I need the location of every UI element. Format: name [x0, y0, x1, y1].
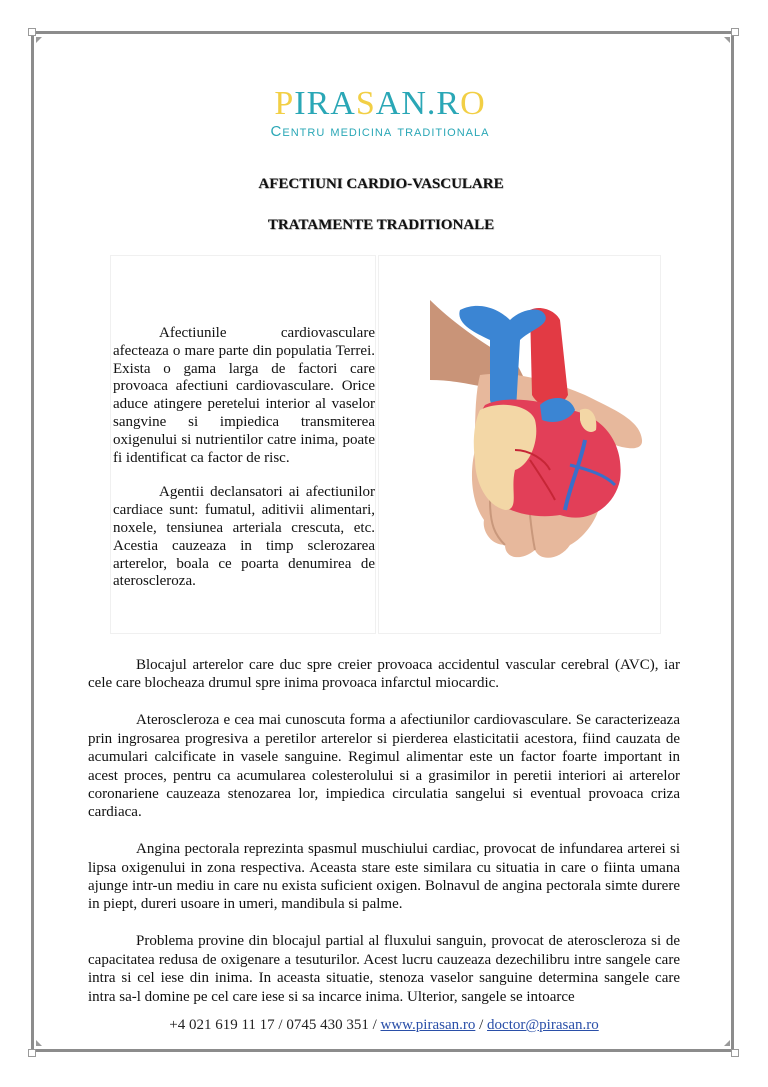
- intro-paragraph: Agentii declansatori ai afectiunilor cardiace sunt: fumatul, aditivii alimentari, noxele, tensiunea arteriala crescuta, etc. Acestia cauzeaza in timp sclerozarea arterelor, boala ce poarta denumirea de ateroscleroza.: [113, 484, 375, 590]
- logo-letter: AN.R: [375, 85, 461, 122]
- border-ornament-bottom-left: [36, 1040, 42, 1046]
- border-corner-bottom-right: [731, 1049, 739, 1057]
- body-paragraph: Ateroscleroza e cea mai cunoscuta forma a afectiunilor cardiovasculare. Se caracterizeaza prin ingrosarea progresiva a peretilor arterelor si pierderea elasticitatii acestora, fiind cauzata de acumulari calcificate in vasele sanguine. Regimul alimentar este un factor foarte important in acest proces, pentru ca acumularea colesterolului si a grasimilor in peretii interiori ai arterelor coronariene cauzeaza stenozarea lor, impiedica circulatia sangelui si eventual provoaca criza cardiaca.: [88, 712, 680, 821]
- logo-letter: P: [274, 85, 295, 122]
- footer-separator: /: [368, 1017, 381, 1033]
- heart-model-image: [420, 300, 650, 600]
- logo-letter: S: [355, 85, 376, 122]
- body-paragraph: Angina pectorala reprezinta spasmul muschiului cardiac, provocat de infundarea arterei si lipsa oxigenului in zona respectiva. Aceasta stare este similara cu situatia in care o fiinta umana ajunge intr-un mediu in care nu exista suficient oxigen. Bolnavul de angina pectorala simte durere in piept, dureri usoare in umeri, mandibula si palme.: [88, 841, 680, 913]
- logo-letter: IRA: [294, 85, 356, 122]
- footer-website-link[interactable]: www.pirasan.ro: [380, 1017, 476, 1033]
- border-ornament-top-right: [724, 37, 730, 43]
- border-corner-bottom-left: [28, 1049, 36, 1057]
- intro-column: [113, 325, 375, 608]
- footer-separator: /: [475, 1017, 488, 1033]
- logo: [230, 86, 530, 140]
- border-ornament-top-left: [36, 37, 42, 43]
- logo-title: [230, 86, 530, 122]
- page-footer: [0, 1017, 768, 1034]
- footer-email-link[interactable]: doctor@pirasan.ro: [487, 1017, 599, 1033]
- border-ornament-bottom-right: [724, 1040, 730, 1046]
- border-corner-top-left: [28, 28, 36, 36]
- footer-phone-2: 0745 430 351: [286, 1017, 369, 1033]
- footer-phone-1: +4 021 619 11 17: [169, 1017, 275, 1033]
- document-subtitle: TRATAMENTE TRADITIONALE: [267, 217, 495, 233]
- border-corner-top-right: [731, 28, 739, 36]
- body-paragraph: Blocajul arterelor care duc spre creier provoaca accidentul vascular cerebral (AVC), iar cele care blocheaza drumul spre inima provoaca infarctul miocardic.: [88, 657, 680, 692]
- document-body: [88, 656, 680, 1025]
- document-title: AFECTIUNI CARDIO-VASCULARE: [258, 176, 504, 192]
- intro-paragraph: Afectiunile cardiovasculare afecteaza o mare parte din populatia Terrei. Exista o gama larga de factori care provoaca afectiuni cardiovasculare. Orice aduce atingere peretelui interior al vaselor sangvine si impiedica transmiterea oxigenului si nutrientilor catre inima, poate fi identificat ca factor de risc.: [113, 325, 375, 466]
- footer-separator: /: [274, 1017, 287, 1033]
- logo-letter: O: [460, 85, 486, 122]
- body-paragraph: Problema provine din blocajul partial al fluxului sanguin, provocat de ateroscleroza si de capacitatea redusa de oxigenare a tesuturilor. Acest lucru cauzeaza dezechilibru intre sangele care intra si cel iese din inima. In aceasta situatie, stenoza vaselor sanguine determina sangele care intra sa-l domine pe cel care iese si sa incarce inima. Ulterior, sangele se intoarce: [88, 933, 680, 1005]
- logo-subtitle: Centru medicina traditionala: [270, 123, 490, 140]
